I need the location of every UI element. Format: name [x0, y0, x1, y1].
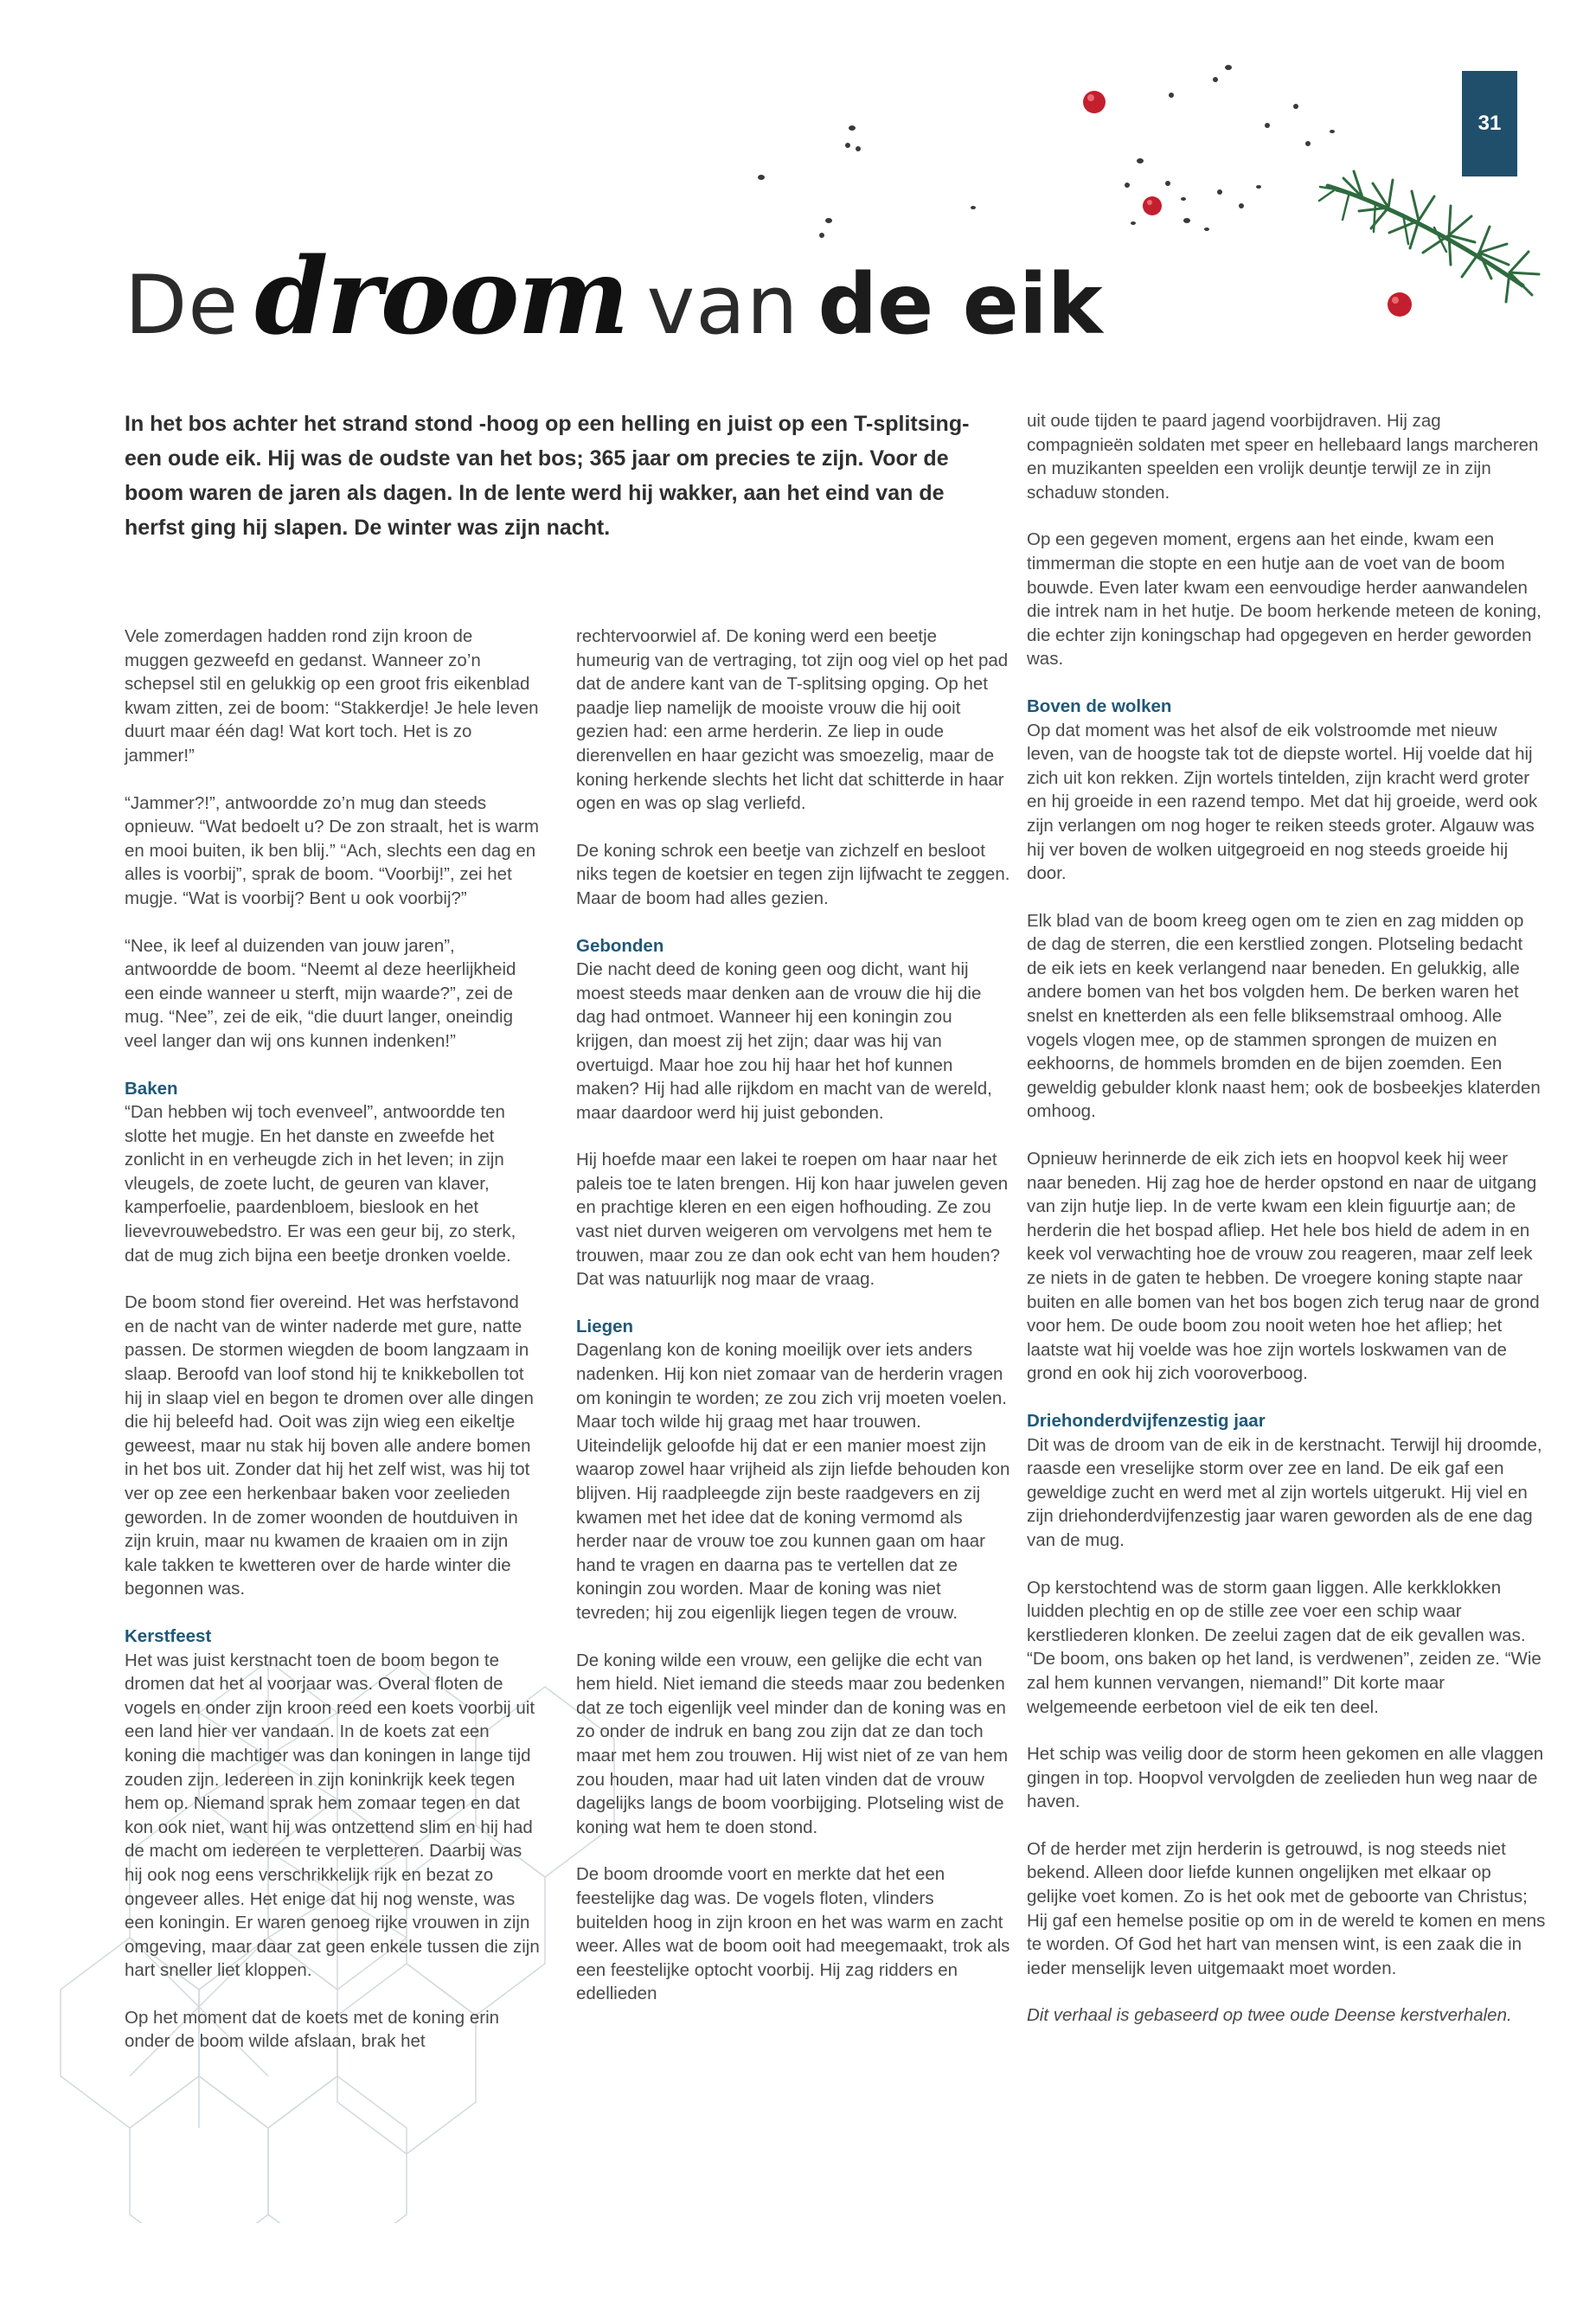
- title-word-droom: droom: [254, 234, 628, 358]
- paragraph: rechtervoorwiel af. De koning werd een beetje humeurig van de vertraging, tot zijn oog viel op het pad dat de andere kant van de T-splitsing opging. Op het paadje liep namelijk de mooiste vrouw die hij ooit gezien had: een arme herderin. Ze liep in oude dierenvellen en haar gezicht was smoezelig, maar de koning herkende slechts het licht dat schitterde in haar ogen en was op slag verliefd.: [576, 626, 1009, 814]
- paragraph: Die nacht deed de koning geen oog dicht, want hij moest steeds maar denken aan de vrouw die hij die dag had ontmoet. Wanneer hij een koningin zou krijgen, dan moest zij het zijn; daar was hij van overtuigd. Maar hoe zou hij haar het hof kunnen maken? Hij had alle rijkdom en macht van de wereld, maar daardoor werd hij juist gebonden.: [576, 959, 992, 1123]
- paragraph: De boom droomde voort en merkte dat het een feestelijke dag was. De vogels floten, vlinders buitelden hoog in zijn kroon en het was warm en zacht weer. Alles wat de boom ooit had meegemaakt, trok als een feestelijke optocht voorbij. Hij zag ridders en edellieden: [576, 1864, 1010, 2004]
- paragraph: Op het moment dat de koets met de koning erin onder de boom wilde afslaan, brak het: [125, 2007, 500, 2052]
- column-1: [125, 625, 540, 2077]
- source-note: Dit verhaal is gebaseerd op twee oude Deense kerstverhalen.: [1027, 2005, 1512, 2026]
- subheading-gebonden: Gebonden: [576, 935, 664, 956]
- subheading-boven-de-wolken: Boven de wolken: [1027, 695, 1172, 716]
- paragraph: Het was juist kerstnacht toen de boom begon te dromen dat het al voorjaar was. Overal floten de vogels en onder zijn kroon reed een koets voorbij uit een land hier ver vandaan. In de koets zat een koning die machtiger was dan koningen in lange tijd zouden zijn. Iedereen in zijn koninkrijk keek tegen hem op. Niemand sprak hem zomaar tegen en dat kon ook niet, want hij was ontzettend slim en hij had de macht om iedereen te verpletteren. Daarbij was hij ook nog eens verschrikkelijk rijk en bezat zo ongeveer alles. Het enige dat hij nog wenste, was een koningin. Er waren genoeg rijke vrouwen in zijn omgeving, maar daar zat geen enkele tussen die zijn hart sneller liet kloppen.: [125, 1650, 540, 1981]
- paragraph: Dagenlang kon de koning moeilijk over iets anders nadenken. Hij kon niet zomaar van de herderin vragen om koningin te worden; ze zou zich vrij moeten voelen. Maar toch wilde hij graag met haar trouwen. Uiteindelijk geloofde hij dat er een manier moest zijn waarop zowel haar vrijheid als zijn liefde behouden kon blijven. Hij raadpleegde zijn beste raadgevers en zij kwamen met het idee dat de koning vermomd als herder naar de vrouw toe zou kunnen gaan om haar hand te vragen en daarna pas te vertellen dat ze koningin zou worden. Maar de koning was niet tevreden; hij zou eigenlijk liegen tegen de vrouw.: [576, 1340, 1010, 1623]
- paragraph: “Jammer?!”, antwoordde zo’n mug dan steeds opnieuw. “Wat bedoelt u? De zon straalt, het is warm en mooi buiten, ik ben blij.” “Ach, slechts een dag en alles is voorbij”, sprak de boom. “Voorbij!”, zei het mugje. “Wat is voorbij? Bent u ook voorbij?”: [125, 792, 539, 908]
- column-2: [576, 625, 1010, 2029]
- article-title: [125, 234, 1103, 363]
- subheading-baken: Baken: [125, 1078, 178, 1099]
- title-word-van: van: [646, 259, 799, 353]
- title-word-de: De: [125, 259, 240, 353]
- paragraph: “Nee, ik leef al duizenden van jouw jaren”, antwoordde de boom. “Neemt al deze heerlijkheid een einde wanneer u sterft, mijn waarde?”, zei de mug. “Nee”, zei de eik, “die duurt langer, oneindig veel langer dan wij ons kunnen indenken!”: [125, 935, 516, 1051]
- paragraph: De koning wilde een vrouw, een gelijke die echt van hem hield. Niet iemand die steeds maar zou bedenken dat ze toch eigenlijk veel minder dan de koning was en zo onder de indruk en bang zou zijn dat ze dan toch maar met hem zou trouwen. Hij wist niet of ze van hem zou houden, maar had uit laten vinden dat de vrouw dagelijks langs de boom voorbijging. Plotseling wist de koning wat hem te doen stond.: [576, 1650, 1009, 1837]
- page-number: 31: [1462, 71, 1517, 176]
- paragraph: Op een gegeven moment, ergens aan het einde, kwam een timmerman die stopte en een hutje aan de voet van de boom bouwde. Even later kwam een eenvoudige herder aanwandelen die intrek nam in het hutje. De boom herkende meteen de koning, die echter zijn koningschap had opgegeven en herder geworden was.: [1027, 529, 1542, 670]
- paragraph: “Dan hebben wij toch evenveel”, antwoordde ten slotte het mugje. En het danste en zweefde het zonlicht in en verheugde zich in het leven; in zijn vleugels, de zoete lucht, de geuren van klaver, kamperfoelie, paardenbloem, bieslook en het lievevrouwebedstro. Er was een geur bij, zo sterk, dat de mug zich bijna een beetje dronken voelde.: [125, 1102, 516, 1266]
- seed-icon: [758, 65, 1335, 238]
- title-word-de-eik: de eik: [817, 256, 1103, 353]
- paragraph: Op kerstochtend was de storm gaan liggen. Alle kerkklokken luidden plechtig en op de stille zee voer een schip waar kerstliederen klonken. De zeelui zagen dat de eik gevallen was. “De boom, ons baken op het land, is verdwenen”, zeiden ze. “Wie zal hem kunnen vervangen, niemand!” Dit korte maar welgemeende eerbetoon viel de eik ten deel.: [1027, 1577, 1542, 1717]
- paragraph: De koning schrok een beetje van zichzelf en besloot niks tegen de koetsier en tegen zijn lijfwacht te zeggen. Maar de boom had alles gezien.: [576, 840, 1010, 908]
- paragraph: Vele zomerdagen hadden rond zijn kroon de muggen gezweefd en gedanst. Wanneer zo’n schepsel stil en gelukkig op een groot fris eikenblad kwam zitten, zei de boom: “Stakkerdje! Je hele leven duurt maar één dag! Wat kort toch. Het is zo jammer!”: [125, 626, 539, 766]
- pine-branch-icon: [1319, 171, 1539, 302]
- paragraph: Of de herder met zijn herderin is getrouwd, is nog steeds niet bekend. Alleen door liefde kunnen ongelijken met elkaar op gelijke voet komen. Zo is het ook met de geboorte van Christus; Hij gaf een hemelse positie op om in de wereld te komen en mens te worden. Of God het hart van mensen wint, is een zaak die in ieder menselijk leven uitgemaakt moet worden.: [1027, 1838, 1546, 1978]
- paragraph: Opnieuw herinnerde de eik zich iets en hoopvol keek hij weer naar beneden. Hij zag hoe de herder opstond en naar de uitgang van zijn hutje liep. In de verte kwam een klein figuurtje aan; de herderin die het bospad afliep. Het hele bos hield de adem in en keek vol verwachting hoe de vrouw zou reageren, maar zelf leek ze niets in de gaten te hebben. De vroegere koning stapte naar buiten en alle bomen van het bos bogen zich terug naar de grond voor hem. De oude boom zou nooit weten hoe het afliep; het laatste wat hij voelde was hoe zijn wortels loskwamen van de grond en ook hij zich vooroverboog.: [1027, 1149, 1540, 1384]
- paragraph: Hij hoefde maar een lakei te roepen om haar naar het paleis toe te laten brengen. Hij kon haar juwelen geven en prachtige kleren en een eigen hofhouding. Ze zou vast niet durven weigeren om vervolgens met hem te trouwen, maar zou ze dan ook echt van hem houden? Dat was natuurlijk nog maar de vraag.: [576, 1150, 1009, 1290]
- paragraph: De boom stond fier overeind. Het was herfstavond en de nacht van de winter naderde met gure, natte passen. De stormen wiegden de boom langzaam in slaap. Beroofd van loof stond hij te knikkebollen tot hij in slaap viel en begon te dromen over alle dingen die hij beleefd had. Ooit was zijn wieg een eikeltje geweest, maar nu stak hij boven alle andere bomen in het bos uit. Zonder dat hij het zelf wist, was hij tot ver op zee een herkenbaar baken voor zeelieden geworden. In de zomer woonden de houtduiven in zijn kruin, maar nu kwamen de kraaien om in zijn kale takken te kwetteren over de harde winter die begonnen was.: [125, 1292, 534, 1599]
- paragraph: Het schip was veilig door de storm heen gekomen en alle vlaggen gingen in top. Hoopvol vervolgden de zeelieden hun weg naar de haven.: [1027, 1744, 1544, 1812]
- subheading-driehonderdvijfenzestig-jaar: Driehonderdvijfenzestig jaar: [1027, 1410, 1266, 1431]
- column-3: [1027, 409, 1546, 2051]
- paragraph: Op dat moment was het alsof de eik volstroomde met nieuw leven, van de hoogste tak tot de diepste wortel. Hij voelde dat hij zich uit kon rekken. Zijn wortels tintelden, zijn kracht werd groter en hij groeide in een razend tempo. Met dat hij groeide, werd ook zijn verlangen om nog hoger te reiken steeds groter. Algauw was hij ver boven de wolken uitgegroeid en nog steeds groeide hij door.: [1027, 720, 1538, 884]
- paragraph: Elk blad van de boom kreeg ogen om te zien en zag midden op de dag de sterren, die een kerstlied zongen. Plotseling bedacht de eik iets en keek verlangend naar beneden. En gelukkig, alle andere bomen van het bos volgden hem. De berken waren het snelst en knetterden als een felle bliksemstraal omhoog. Alle vogels vlogen mee, op de stammen sprongen de muizen en eekhoorns, de hommels bromden en de bijen zoemden. Een geweldig gebulder klonk naast hem; ook de bosbeekjes klaterden omhoog.: [1027, 910, 1541, 1122]
- red-berry-icon: [1083, 91, 1412, 317]
- subheading-kerstfeest: Kerstfeest: [125, 1625, 212, 1646]
- paragraph: Dit was de droom van de eik in de kerstnacht. Terwijl hij droomde, raasde een vreselijke storm over zee en land. De eik gaf een geweldige zucht en werd met al zijn wortels uitgerukt. Hij viel en zijn driehonderdvijfenzestig jaar waren geworden als de ene dag van de mug.: [1027, 1434, 1542, 1550]
- intro-paragraph: In het bos achter het strand stond -hoog op een helling en juist op een T-splitsing- een oude eik. Hij was de oudste van het bos; 365 jaar om precies te zijn. Voor de boom waren de jaren als dagen. In de lente werd hij wakker, aan het eind van de herfst ging hij slapen. De winter was zijn nacht.: [125, 412, 970, 540]
- subheading-liegen: Liegen: [576, 1316, 634, 1336]
- paragraph: uit oude tijden te paard jagend voorbijdraven. Hij zag compagnieën soldaten met speer en hellebaard langs marcheren en muzikanten speelden een vrolijk deuntje terwijl ze in zijn schaduw stonden.: [1027, 411, 1539, 503]
